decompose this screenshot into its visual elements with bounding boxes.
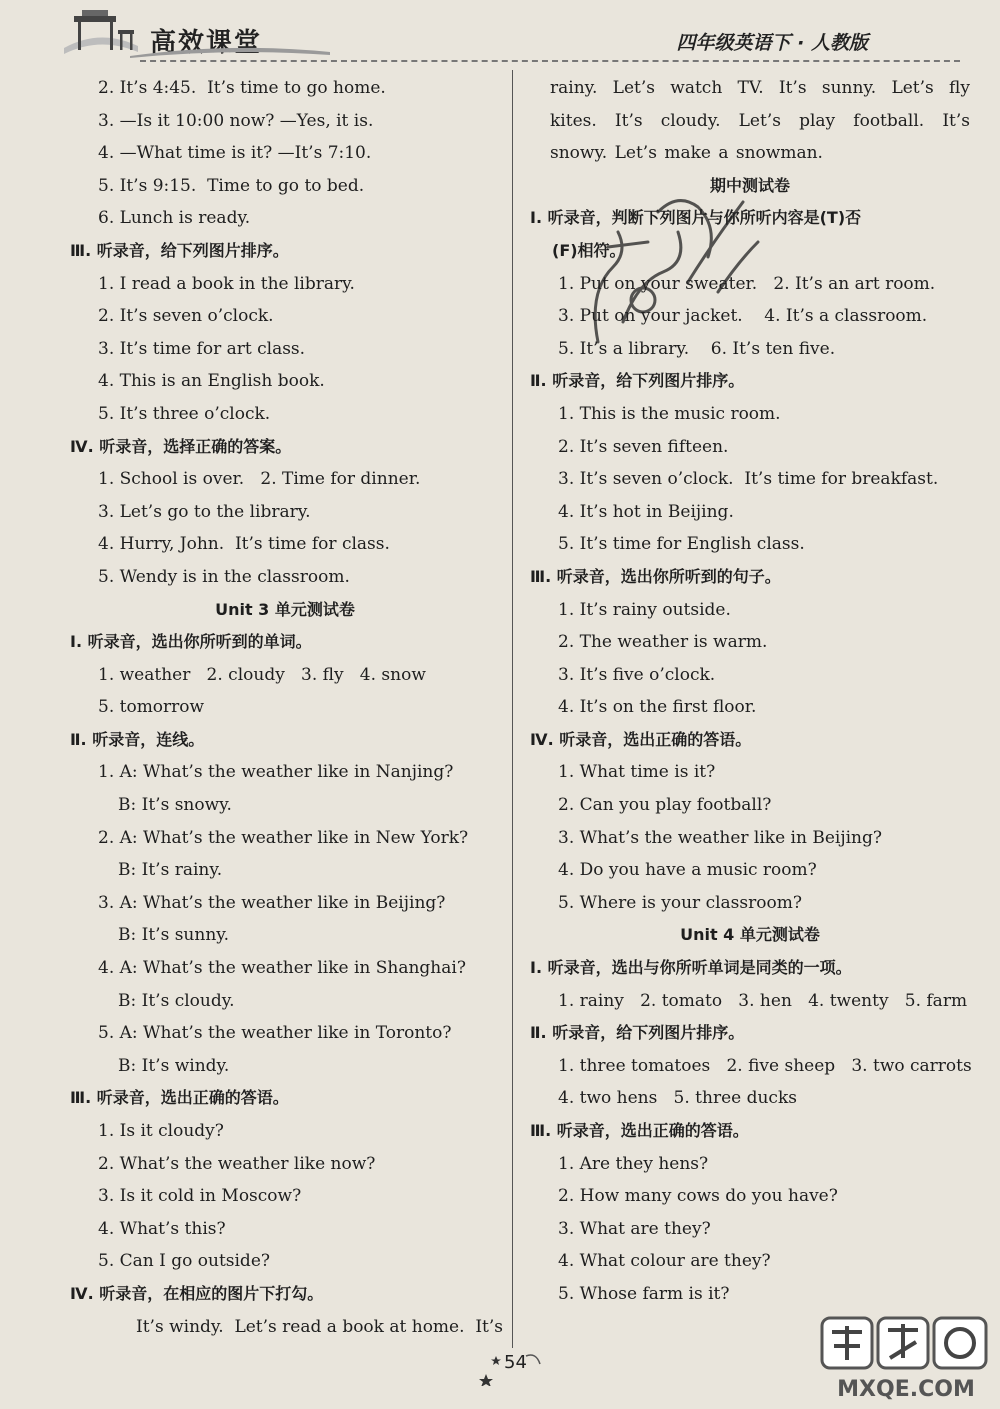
answer-line: 3. What’s the weather like in Beijing? bbox=[558, 827, 882, 848]
answer-line: B: It’s cloudy. bbox=[118, 990, 235, 1011]
section-heading: Ⅱ. 听录音，给下列图片排序。 bbox=[530, 371, 745, 391]
page-header bbox=[0, 0, 1000, 62]
answer-line: 3. Let’s go to the library. bbox=[98, 501, 311, 522]
answer-line: 4. It’s hot in Beijing. bbox=[558, 501, 734, 522]
section-heading: Ⅱ. 听录音，给下列图片排序。 bbox=[530, 1023, 745, 1043]
section-heading: Ⅲ. 听录音，选出你所听到的句子。 bbox=[530, 566, 781, 586]
answer-line: 3. Is it cold in Moscow? bbox=[98, 1186, 302, 1207]
answer-line: 1. School is over. 2. Time for dinner. bbox=[98, 469, 421, 490]
answer-line: snowy. Let’s make a snowman. bbox=[550, 143, 823, 164]
page-number bbox=[478, 1346, 548, 1386]
answer-line: 6. Lunch is ready. bbox=[98, 208, 251, 229]
answer-line: 5. Wendy is in the classroom. bbox=[98, 566, 350, 587]
answer-line: 1. A: What’s the weather like in Nanjing? bbox=[98, 762, 454, 783]
answer-line: 5. Whose farm is it? bbox=[558, 1283, 730, 1304]
answer-site-watermark-logo bbox=[818, 1312, 993, 1404]
school-desk-icon bbox=[60, 8, 140, 60]
section-heading: Unit 4 单元测试卷 bbox=[680, 925, 820, 945]
answer-line: 5. It’s three o’clock. bbox=[98, 403, 271, 424]
section-heading: Ⅲ. 听录音，选出正确的答语。 bbox=[70, 1088, 289, 1108]
section-heading: Ⅰ. 听录音，选出与你所听单词是同类的一项。 bbox=[530, 958, 852, 978]
section-heading: Ⅱ. 听录音，连线。 bbox=[70, 729, 205, 749]
answer-line: 3. Put on your jacket. 4. It’s a classroom. bbox=[558, 306, 928, 327]
section-heading: Ⅰ. 听录音，判断下列图片与你所听内容是(T)否 bbox=[530, 208, 862, 228]
answer-line: 2. It’s seven fifteen. bbox=[558, 436, 729, 457]
answer-line: 5. It’s a library. 6. It’s ten five. bbox=[558, 338, 836, 359]
answer-line: 1. Are they hens? bbox=[558, 1153, 709, 1174]
answer-line: 4. What’s this? bbox=[98, 1218, 226, 1239]
answer-line: 3. A: What’s the weather like in Beijing? bbox=[98, 892, 446, 913]
section-heading: Ⅰ. 听录音，选出你所听到的单词。 bbox=[70, 632, 312, 652]
answer-line: 4. Do you have a music room? bbox=[558, 860, 817, 881]
handwritten-stamp bbox=[568, 172, 768, 362]
answer-line: 3. —Is it 10:00 now? —Yes, it is. bbox=[98, 110, 374, 131]
column-divider bbox=[512, 70, 513, 1348]
answer-line: 4. A: What’s the weather like in Shanghai? bbox=[98, 958, 466, 979]
answer-line: 1. weather 2. cloudy 3. fly 4. snow bbox=[98, 664, 426, 685]
answer-line: 4. Hurry, John. It’s time for class. bbox=[98, 534, 390, 555]
answer-line: B: It’s rainy. bbox=[118, 860, 223, 881]
answer-line: 1. three tomatoes 2. five sheep 3. two carrots bbox=[558, 1055, 972, 1076]
answer-line: 3. It’s time for art class. bbox=[98, 338, 306, 359]
answer-line: 5. It’s 9:15. Time to go to bed. bbox=[98, 175, 365, 196]
answer-line: 5. Can I go outside? bbox=[98, 1251, 270, 1272]
answer-line: B: It’s windy. bbox=[118, 1055, 230, 1076]
answer-line: B: It’s sunny. bbox=[118, 925, 230, 946]
answer-line: 3. It’s five o’clock. bbox=[558, 664, 716, 685]
answer-line: B: It’s snowy. bbox=[118, 795, 232, 816]
answer-line: 2. A: What’s the weather like in New York? bbox=[98, 827, 469, 848]
answer-line: 1. Is it cloudy? bbox=[98, 1121, 224, 1141]
answer-line: kites. It’s cloudy. Let’s play football. It’s bbox=[550, 110, 970, 131]
section-heading: 期中测试卷 bbox=[709, 175, 790, 195]
answer-line: 5. It’s time for English class. bbox=[558, 534, 805, 555]
answer-line: 3. It’s seven o’clock. It’s time for breakfast. bbox=[558, 469, 939, 490]
answer-line: 1. It’s rainy outside. bbox=[558, 599, 731, 620]
answer-line: 1. rainy 2. tomato 3. hen 4. twenty 5. farm bbox=[558, 990, 968, 1011]
answer-line: 2. The weather is warm. bbox=[558, 632, 768, 653]
book-title: 四年级英语下 · 人教版 bbox=[676, 32, 868, 54]
answer-line: 5. A: What’s the weather like in Toronto? bbox=[98, 1023, 452, 1044]
answer-line: 4. It’s on the first floor. bbox=[558, 697, 757, 718]
answer-line: 2. It’s 4:45. It’s time to go home. bbox=[98, 78, 386, 98]
answer-line: 4. This is an English book. bbox=[98, 371, 325, 392]
answer-line: 2. What’s the weather like now? bbox=[98, 1153, 376, 1174]
answer-column-left bbox=[70, 72, 503, 1343]
svg-text:MXQE.COM: MXQE.COM bbox=[837, 1377, 975, 1402]
section-heading: Ⅳ. 听录音，在相应的图片下打勾。 bbox=[70, 1283, 324, 1303]
brand-logo-text: 高效课堂 bbox=[150, 28, 263, 58]
answer-line: 1. I read a book in the library. bbox=[98, 273, 355, 294]
section-heading: Ⅳ. 听录音，选出正确的答语。 bbox=[530, 729, 752, 749]
section-heading: (F)相符。 bbox=[552, 240, 626, 260]
answer-line: 1. Put on your sweater. 2. It’s an art room. bbox=[558, 273, 936, 294]
answer-line: 2. It’s seven o’clock. bbox=[98, 306, 274, 327]
answer-line: It’s windy. Let’s read a book at home. It’s bbox=[136, 1316, 503, 1337]
answer-line: 1. This is the music room. bbox=[558, 403, 781, 424]
answer-line: 4. two hens 5. three ducks bbox=[558, 1088, 797, 1109]
brand-swoosh-decoration bbox=[130, 46, 330, 58]
section-heading: Ⅲ. 听录音，选出正确的答语。 bbox=[530, 1121, 749, 1140]
answer-line: 3. What are they? bbox=[558, 1218, 711, 1239]
answer-line: 4. —What time is it? —It’s 7:10. bbox=[98, 143, 372, 164]
answer-line: rainy. Let’s watch TV. It’s sunny. Let’s fly bbox=[550, 78, 970, 98]
answer-line: 2. How many cows do you have? bbox=[558, 1186, 838, 1207]
answer-line: 5. Where is your classroom? bbox=[558, 892, 802, 913]
page-number-text: 54 bbox=[504, 1352, 527, 1373]
answer-line: 2. Can you play football? bbox=[558, 795, 772, 816]
header-divider bbox=[140, 60, 960, 62]
answer-line: 1. What time is it? bbox=[558, 762, 716, 783]
section-heading: Ⅲ. 听录音，给下列图片排序。 bbox=[70, 240, 289, 260]
answer-line: 4. What colour are they? bbox=[558, 1251, 771, 1272]
section-heading: Unit 3 单元测试卷 bbox=[215, 599, 355, 619]
section-heading: Ⅳ. 听录音，选择正确的答案。 bbox=[70, 436, 292, 456]
answer-line: 5. tomorrow bbox=[98, 697, 205, 718]
